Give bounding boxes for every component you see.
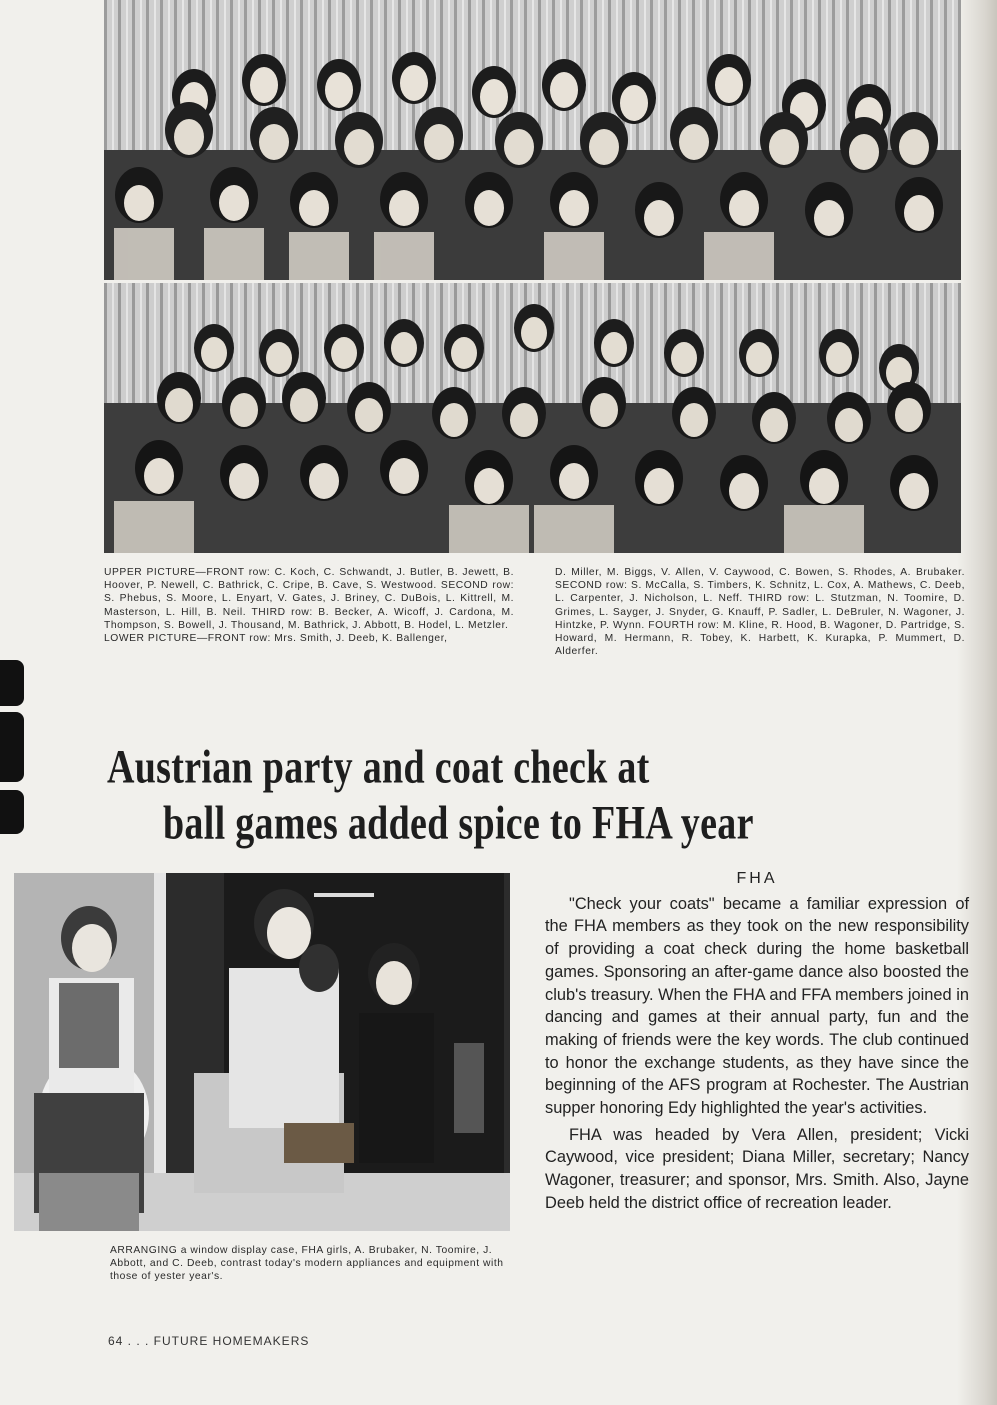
caption-lower-picture-start: LOWER PICTURE—FRONT row: Mrs. Smith, J. Deeb, K. Ballenger, [104,633,448,645]
lower-group-photo [104,283,961,553]
caption-upper-picture: UPPER PICTURE—FRONT row: C. Koch, C. Schwandt, J. Butler, B. Jewett, B. Hoover, P. Newell, C. Bathrick, C. Cripe, B. Cave, S. Westwood. SECOND row: S. Phebus, S. Moore, L. Enyart, V. Gates, J. Briney, C. DuBois, L. Kittrell, M. Masterson, L. Hill, B. Neil. THIRD row: B. Becker, A. Wicoff, J. Cardona, M. Thompson, S. Bowell, J. Thousand, M. Bathrick, J. Abbott, B. Hodel, L. Metzler. [104,567,514,631]
upper-group-photo [104,0,961,280]
display-photo-caption: ARRANGING a window display case, FHA girls, A. Brubaker, N. Toomire, J. Abbott, and C. Deeb, contrast today's modern appliances and equipment with those of yester year's. [110,1245,504,1283]
article-paragraph-2: FHA was headed by Vera Allen, president; Vicki Caywood, vice president; Diana Miller, secretary; Nancy Wagoner, treasurer; and sponsor, Mrs. Smith. Also, Jayne Deeb held the district office of recreation leader. [545,1125,969,1212]
headline-line-1: Austrian party and coat check at [107,741,650,794]
display-case-photo [14,873,510,1231]
headline-line-2: ball games added spice to FHA year [163,797,754,850]
binding-clip [0,790,24,834]
article-body [545,868,969,1219]
group-caption-right [555,566,965,658]
caption-lower-picture-rest: D. Miller, M. Biggs, V. Allen, V. Caywood, C. Bowen, S. Rhodes, A. Brubaker. SECOND row: S. McCalla, S. Timbers, K. Schnitz, L. Cox, A. Mathews, C. Deeb, L. Carpenter, J. Nicholson, L. Neff. THIRD row: L. Stutzman, N. Toomire, D. Grimes, L. Sayger, J. Snyder, G. Knauff, P. Sadler, L. DeBruler, N. Wagoner, J. Hintzke, P. Wynn. FOURTH row: M. Kline, R. Hood, B. Wagoner, D. Partridge, S. Howard, M. Hermann, R. Tobey, K. Harbett, K. Kurapka, P. Mummert, D. Alderfer. [555,567,965,658]
article-paragraph-1: "Check your coats" became a familiar expression of the FHA members as they took on the new responsibility of providing a coat check during the home basketball games. Sponsoring an after-game dance also boosted the club's treasury. When the FHA and FFA members joined in dancing and games at their annual party, fun and the making of friends were the key words. The club continued to honor the exchange students, as they have since the beginning of the AFS program at Rochester. The Austrian supper honoring Edy highlighted the year's activities. [545,894,969,1118]
binding-clip [0,712,24,782]
article-kicker: FHA [736,870,778,887]
group-caption-left [104,566,514,645]
binding-clip [0,660,24,706]
page-footer: 64 . . . FUTURE HOMEMAKERS [108,1334,310,1348]
